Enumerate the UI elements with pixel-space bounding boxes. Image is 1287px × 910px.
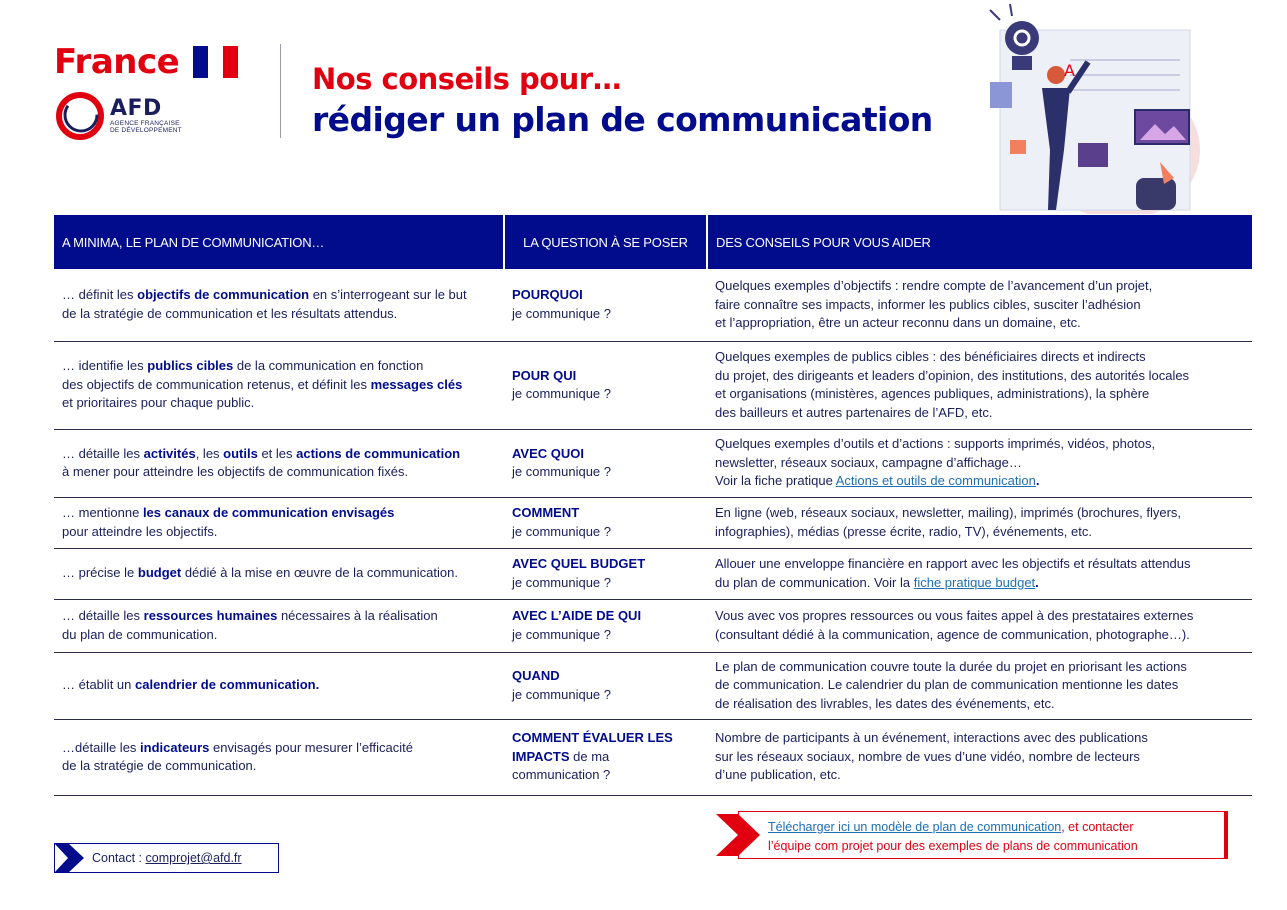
- contact-box: [54, 843, 279, 873]
- communication-plan-table: [54, 215, 1252, 796]
- page-title-intro: Nos conseils pour…: [312, 62, 622, 96]
- advice-cell: Quelques exemples d’objectifs : rendre compte de l’avancement d’un projet, faire connaître ses impacts, informer les publics cibles, susciter l’adhésion et l’appropriation, être un acteur reconnu dans un domaine, etc.: [707, 269, 1252, 341]
- advice-cell: Nombre de participants à un événement, interactions avec des publications sur les réseaux sociaux, nombre de vues d’une vidéo, nombre de lecteurs d’une publication, etc.: [707, 719, 1252, 795]
- question-cell: AVEC QUOI je communique ?: [504, 429, 707, 497]
- column-header-advice: DES CONSEILS POUR VOUS AIDER: [707, 215, 1252, 269]
- afd-ring-icon: [54, 90, 106, 142]
- download-text: Télécharger ici un modèle de plan de communication, et contacter l’équipe com projet pour des exemples de plans de communication: [768, 820, 1138, 853]
- actions-outils-link[interactable]: Actions et outils de communication: [835, 473, 1036, 489]
- advice-cell: Allouer une enveloppe financière en rapport avec les objectifs et résultats attendus du plan de communication. Voir la fiche pratique budget.: [707, 548, 1252, 599]
- communication-illustration: [960, 0, 1200, 214]
- plan-cell: … détaille les activités, les outils et les actions de communication à mener pour atteindre les objectifs de communication fixés.: [54, 429, 504, 497]
- contact-label: Contact : comprojet@afd.fr: [92, 851, 242, 865]
- french-flag-icon: [193, 46, 238, 78]
- table-row: [54, 719, 1252, 795]
- question-cell: AVEC L’AIDE DE QUI je communique ?: [504, 599, 707, 652]
- svg-text:A: A: [1064, 61, 1075, 80]
- advice-cell: Quelques exemples de publics cibles : des bénéficiaires directs et indirects du projet, des dirigeants et leaders d’opinion, des institutions, des autorités locales et organisations (ministères, agences publiques, administrations), la sphère des bailleurs et autres partenaires de l’AFD, etc.: [707, 341, 1252, 429]
- question-cell: AVEC QUEL BUDGET je communique ?: [504, 548, 707, 599]
- table-row: [54, 548, 1252, 599]
- table-row: [54, 429, 1252, 497]
- download-template-box: [716, 810, 1232, 860]
- question-cell: POUR QUI je communique ?: [504, 341, 707, 429]
- page-title: rédiger un plan de communication: [312, 100, 933, 139]
- header-divider: [280, 44, 281, 138]
- afd-name: AFD: [110, 96, 162, 121]
- table-row: [54, 497, 1252, 548]
- plan-cell: … établit un calendrier de communication.: [54, 652, 504, 719]
- column-header-question: LA QUESTION À SE POSER: [504, 215, 707, 269]
- plan-cell: … mentionne les canaux de communication envisagés pour atteindre les objectifs.: [54, 497, 504, 548]
- table-row: [54, 599, 1252, 652]
- plan-cell: … précise le budget dédié à la mise en œuvre de la communication.: [54, 548, 504, 599]
- afd-full-name: AGENCE FRANÇAISE DE DÉVELOPPEMENT: [110, 120, 182, 134]
- download-template-link[interactable]: Télécharger ici un modèle de plan de communication: [768, 820, 1062, 834]
- fiche-budget-link[interactable]: fiche pratique budget: [913, 574, 1036, 590]
- plan-cell: …détaille les indicateurs envisagés pour mesurer l’efficacité de la stratégie de communication.: [54, 719, 504, 795]
- chevron-right-icon: [54, 843, 86, 873]
- table-row: [54, 652, 1252, 719]
- question-cell: POURQUOI je communique ?: [504, 269, 707, 341]
- chevron-right-icon: [716, 810, 762, 860]
- afd-logo: [54, 90, 210, 142]
- advice-cell: En ligne (web, réseaux sociaux, newsletter, mailing), imprimés (brochures, flyers, infographies), médias (presse écrite, radio, TV), événements, etc.: [707, 497, 1252, 548]
- france-wordmark: France: [54, 42, 180, 82]
- table-row: [54, 269, 1252, 341]
- advice-cell: Quelques exemples d’outils et d’actions : supports imprimés, vidéos, photos, newsletter, réseaux sociaux, campagne d’affichage… Voir la fiche pratique Actions et outils de communication.: [707, 429, 1252, 497]
- plan-cell: … identifie les publics cibles de la communication en fonction des objectifs de communication retenus, et définit les messages clés et prioritaires pour chaque public.: [54, 341, 504, 429]
- question-cell: COMMENT ÉVALUER LES IMPACTS de ma communication ?: [504, 719, 707, 795]
- table-row: [54, 341, 1252, 429]
- france-logo: [54, 42, 238, 82]
- plan-cell: … détaille les ressources humaines nécessaires à la réalisation du plan de communication.: [54, 599, 504, 652]
- question-cell: COMMENT je communique ?: [504, 497, 707, 548]
- column-header-plan: A MINIMA, LE PLAN DE COMMUNICATION…: [54, 215, 504, 269]
- advice-cell: Le plan de communication couvre toute la durée du projet en priorisant les actions de communication. Le calendrier du plan de communication mentionne les dates de réalisation des livrables, les dates des événements, etc.: [707, 652, 1252, 719]
- advice-cell: Vous avec vos propres ressources ou vous faites appel à des prestataires externes (consultant dédié à la communication, agence de communication, photographe…).: [707, 599, 1252, 652]
- question-cell: QUAND je communique ?: [504, 652, 707, 719]
- plan-cell: … définit les objectifs de communication en s’interrogeant sur le but de la stratégie de communication et les résultats attendus.: [54, 269, 504, 341]
- contact-email-link[interactable]: comprojet@afd.fr: [145, 851, 242, 865]
